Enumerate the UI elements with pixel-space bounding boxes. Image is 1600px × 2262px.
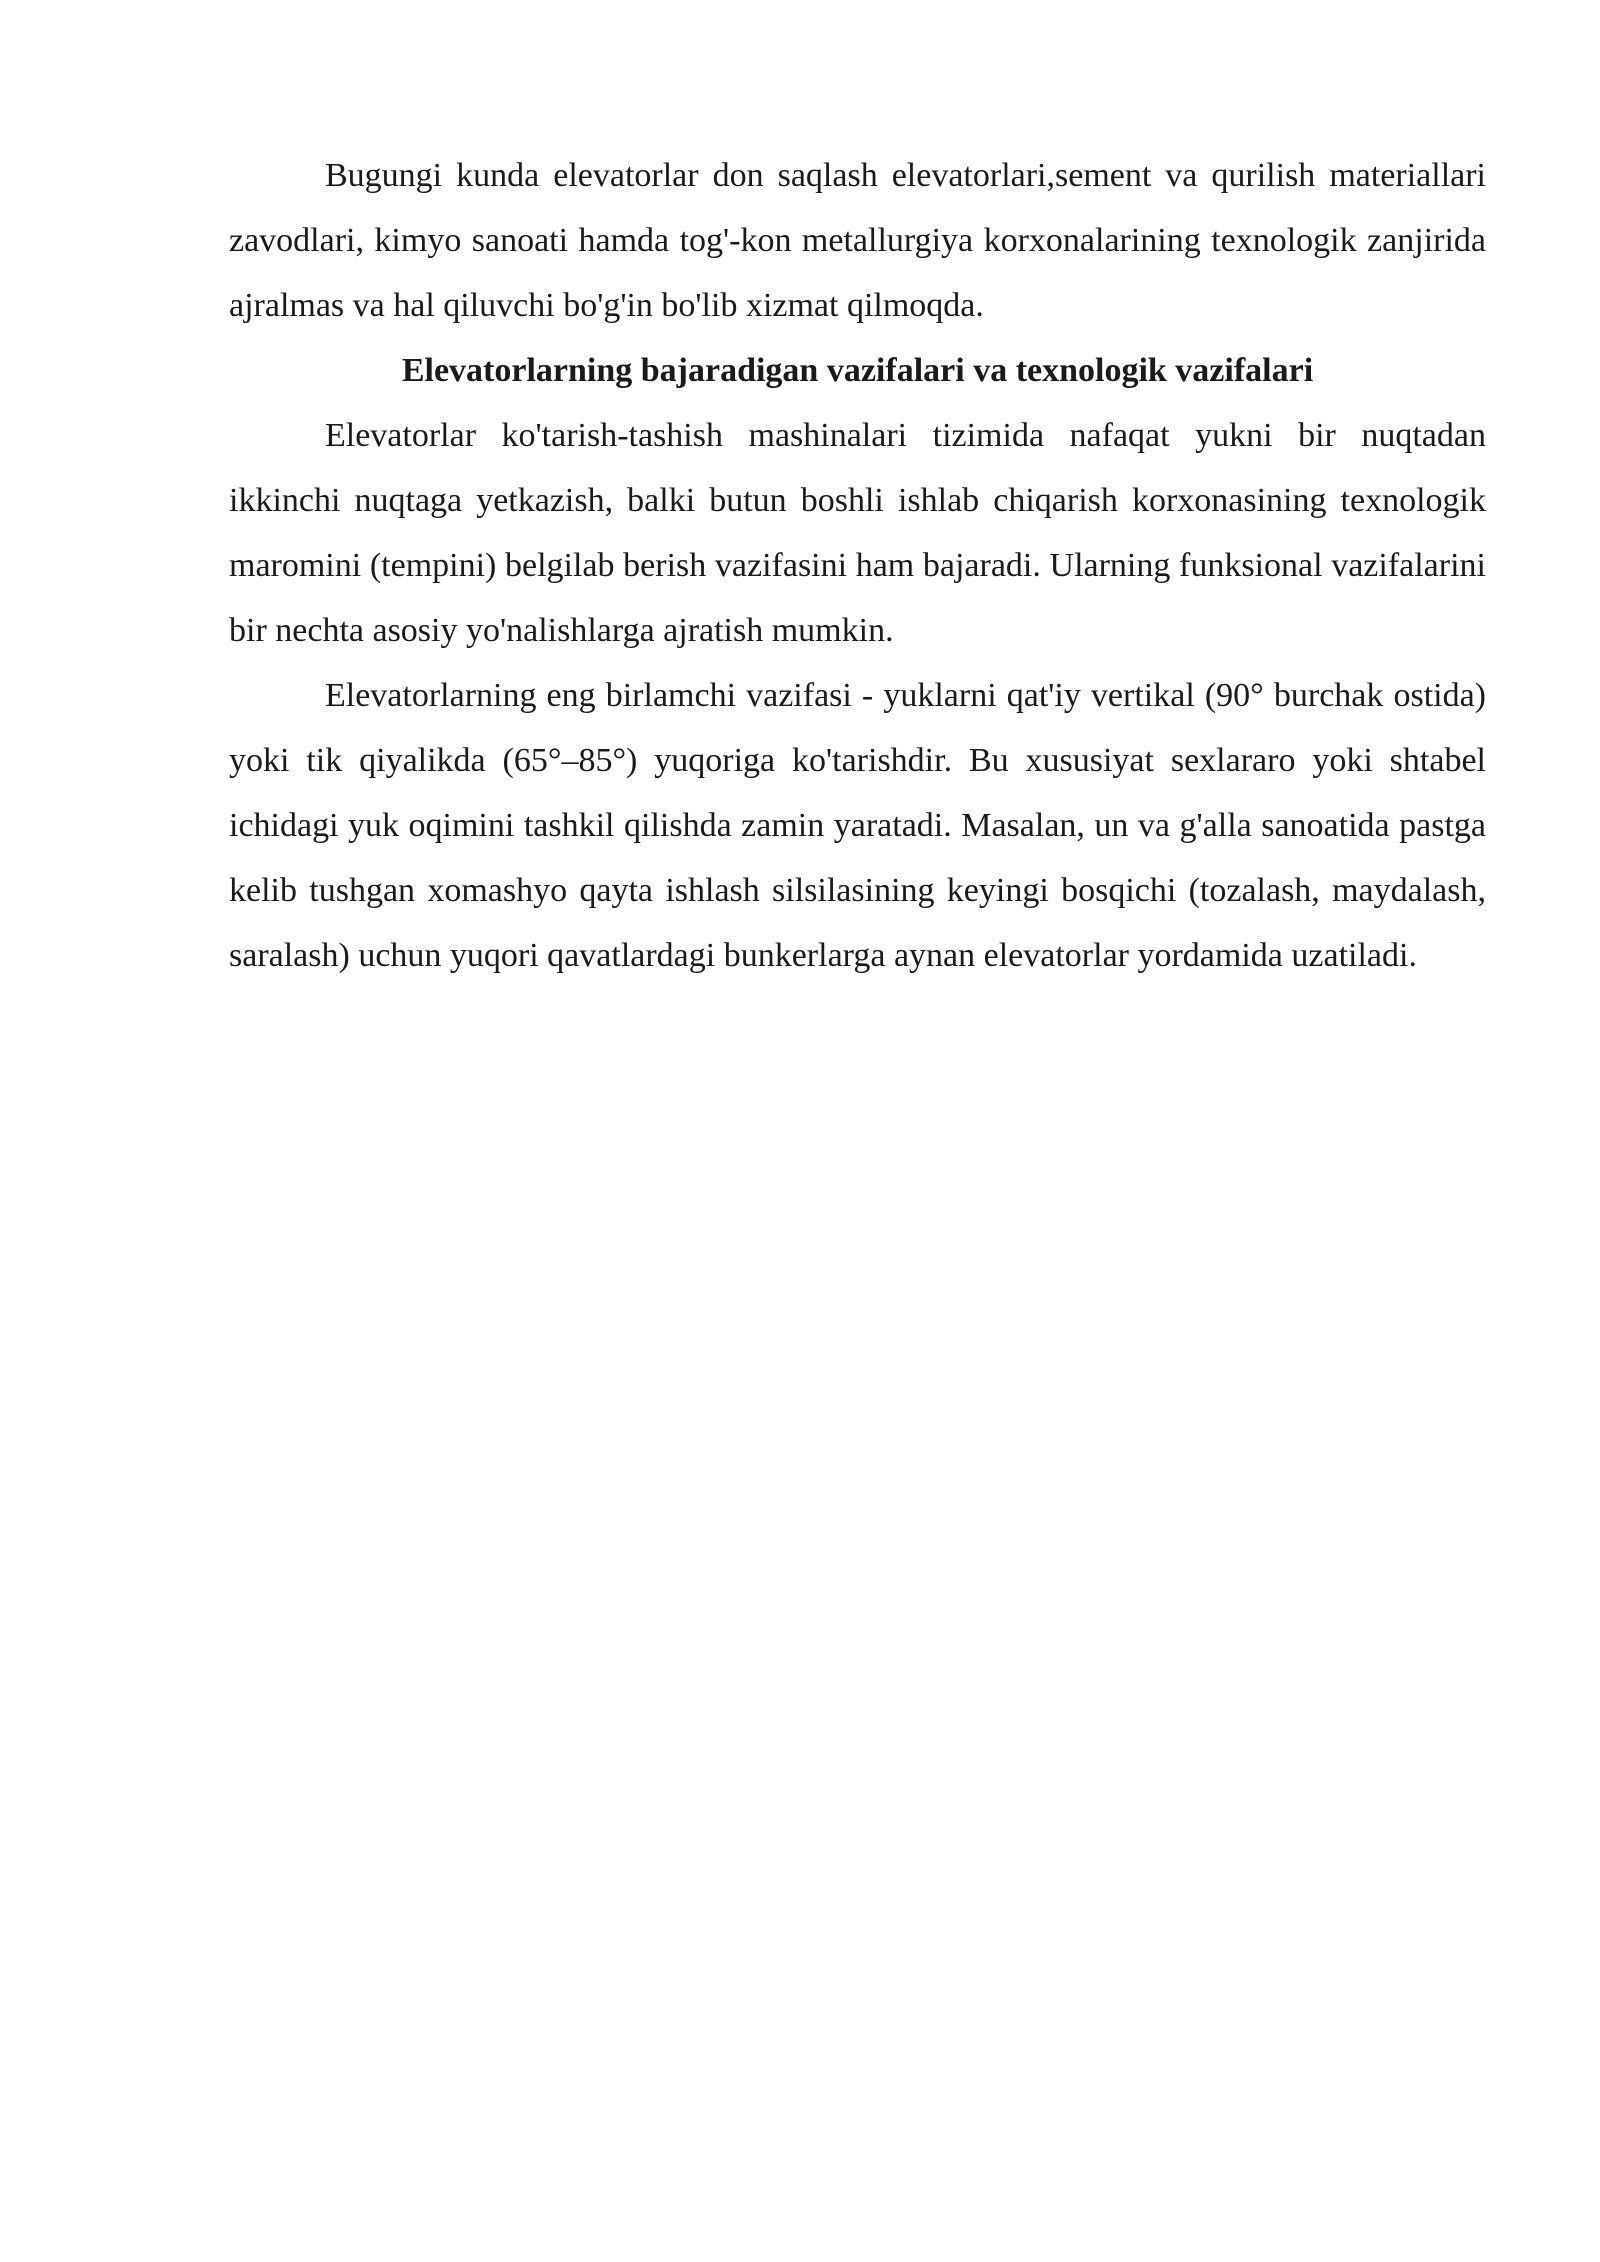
document-body	[229, 143, 1486, 988]
paragraph-intro: Bugungi kunda elevatorlar don saqlash elevatorlari,sement va qurilish materiallari zavodlari, kimyo sanoati hamda tog'-kon metallurgiya korxonalarining texnologik zanjirida ajralmas va hal qiluvchi bo'g'in bo'lib xizmat qilmoqda.	[229, 157, 1486, 324]
paragraph-functions: Elevatorlar ko'tarish-tashish mashinalari tizimida nafaqat yukni bir nuqtadan ikkinchi nuqtaga yetkazish, balki butun boshli ishlab chiqarish korxonasining texnologik maromini (tempini) belgilab berish vazifasini ham bajaradi. Ularning funksional vazifalarini bir nechta asosiy yo'nalishlarga ajratish mumkin.	[229, 417, 1486, 649]
paragraph-primary-function: Elevatorlarning eng birlamchi vazifasi - yuklarni qat'iy vertikal (90° burchak ostida) yoki tik qiyalikda (65°–85°) yuqoriga ko'tarishdir. Bu xususiyat sexlararo yoki shtabel ichidagi yuk oqimini tashkil qilishda zamin yaratadi. Masalan, un va g'alla sanoatida pastga kelib tushgan xomashyo qayta ishlash silsilasining keyingi bosqichi (tozalash, maydalash, saralash) uchun yuqori qavatlardagi bunkerlarga aynan elevatorlar yordamida uzatiladi.	[229, 677, 1486, 974]
section-heading: Elevatorlarning bajaradigan vazifalari va texnologik vazifalari	[401, 352, 1314, 389]
